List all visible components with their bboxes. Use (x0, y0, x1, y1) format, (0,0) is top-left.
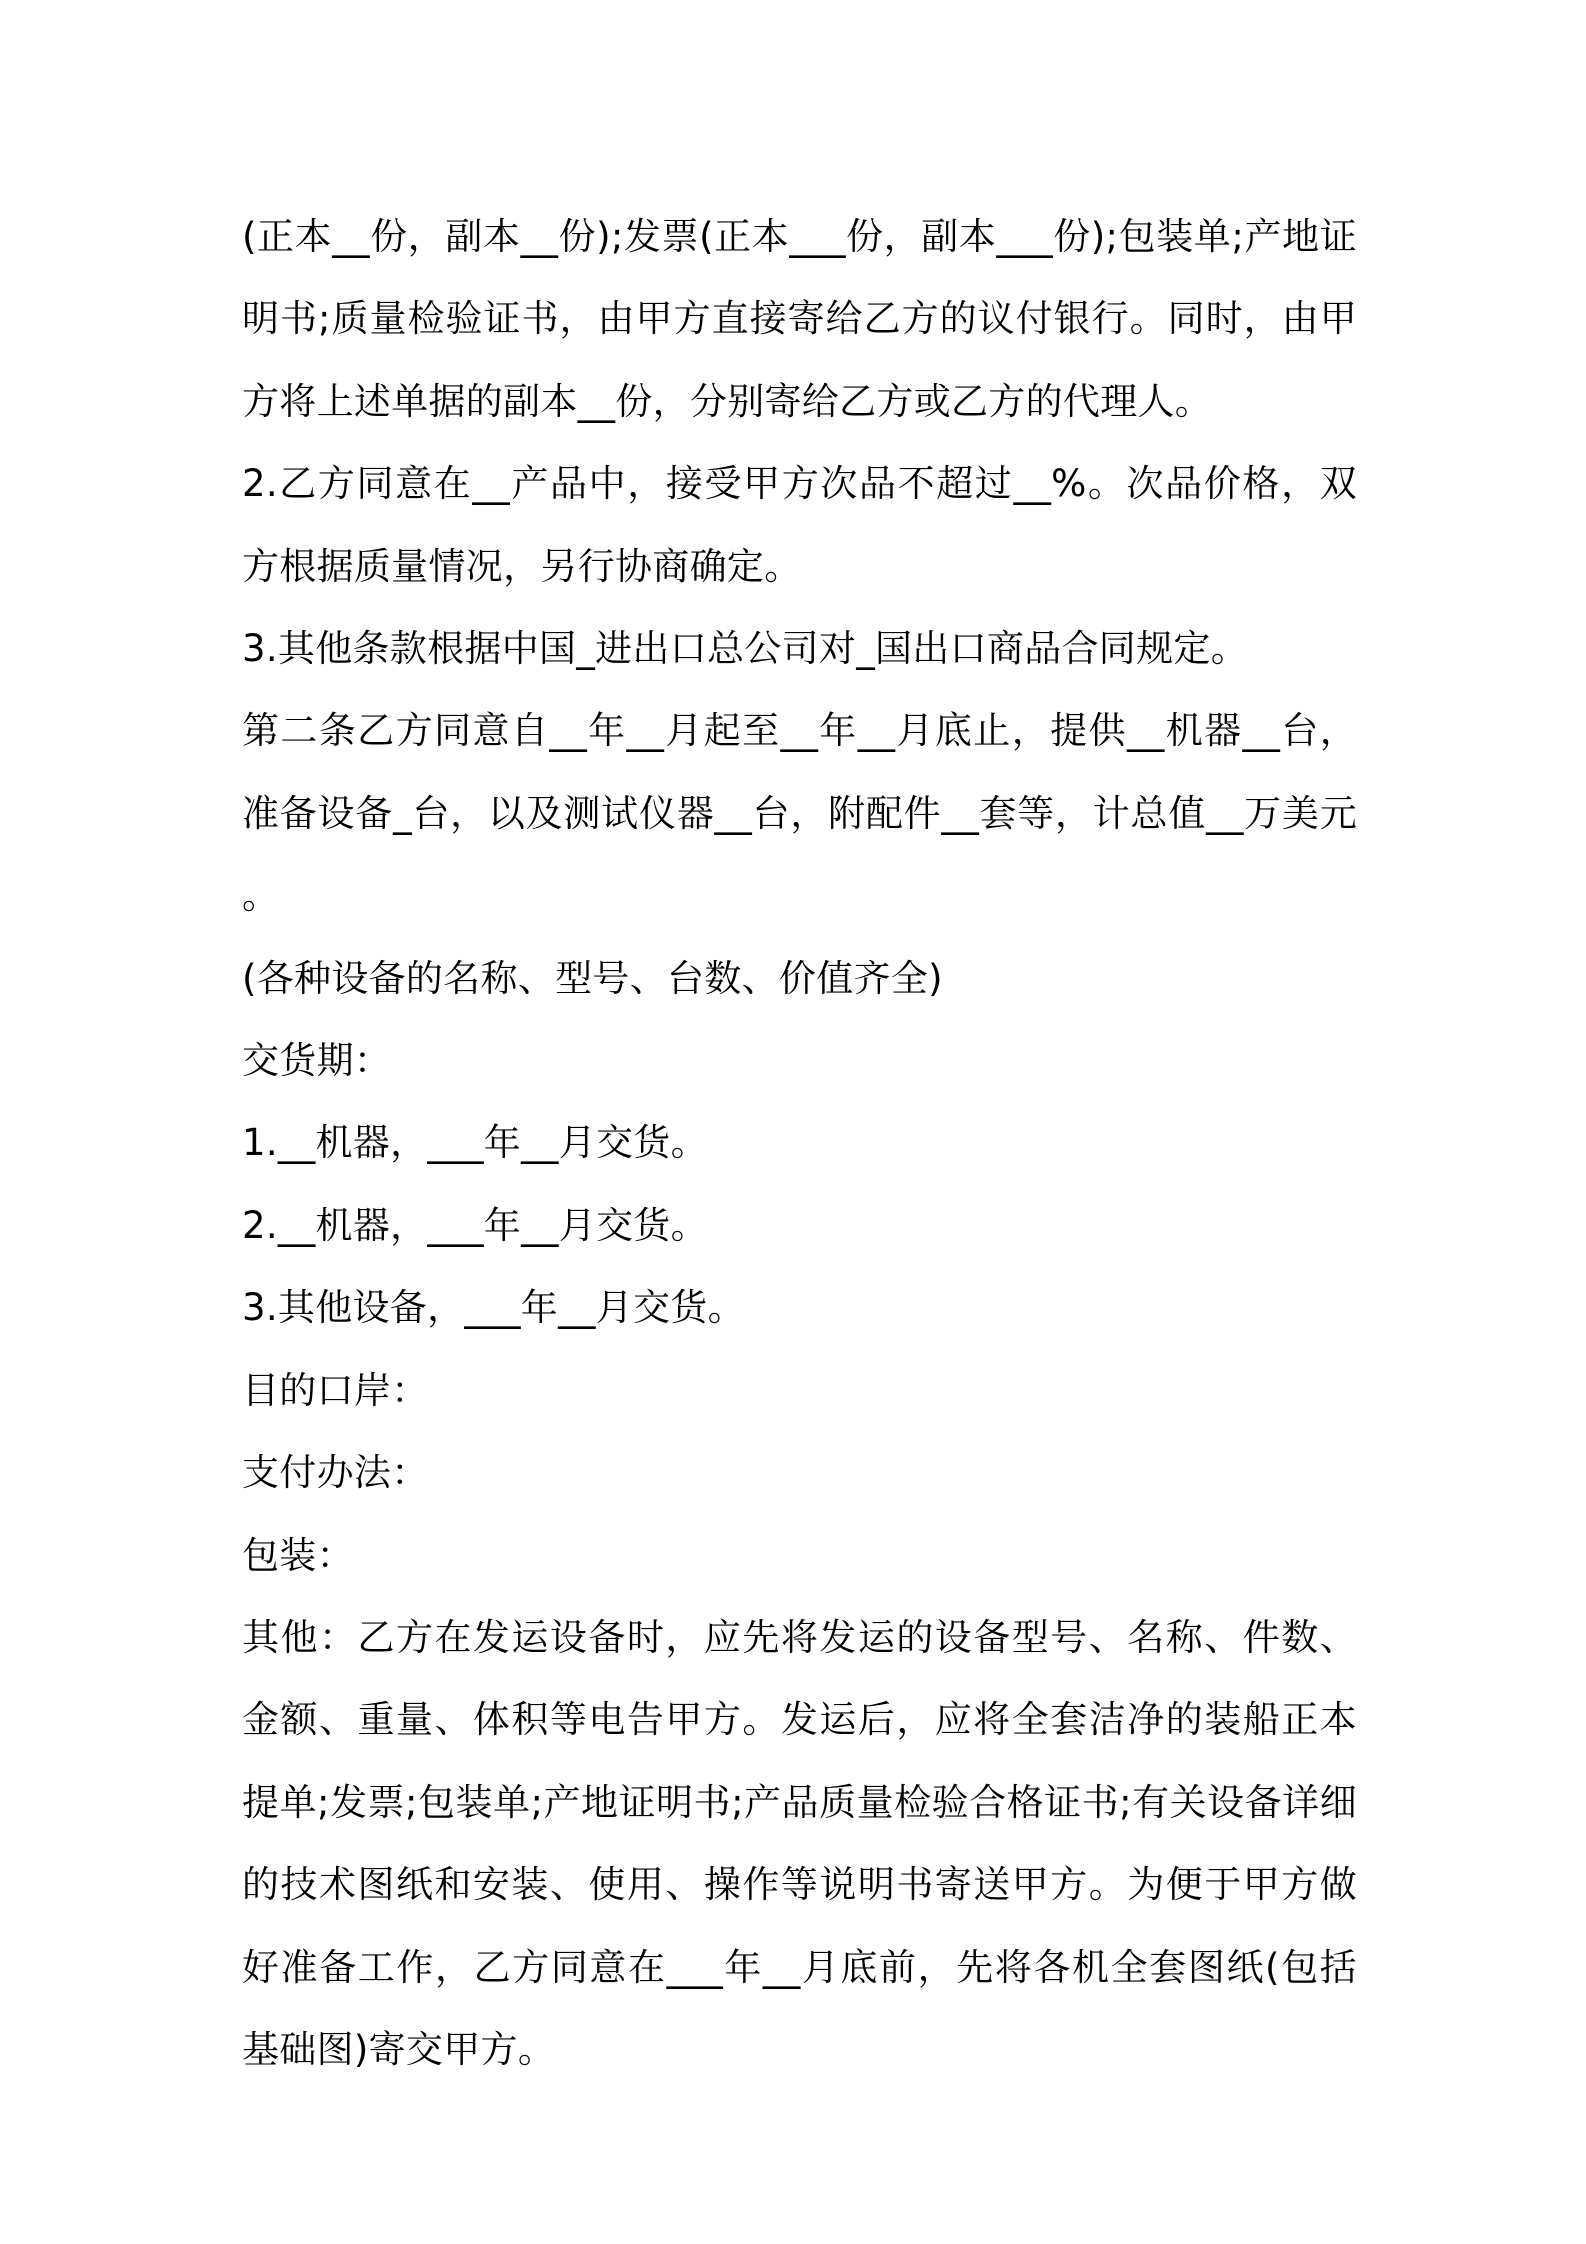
paragraph-delivery-item-2: 2.__机器，___年__月交货。 (242, 1203, 708, 1247)
paragraph-documents-delivery: (正本__份，副本__份);发票(正本___份，副本___份);包装单;产地证明书;质量检验证书，由甲方直接寄给乙方的议付银行。同时，由甲方将上述单据的副本__份，分别寄给乙方或乙方的代理人。 (242, 215, 1357, 423)
document-body (242, 196, 1357, 2091)
paragraph-other-shipping: 其他：乙方在发运设备时，应先将发运的设备型号、名称、件数、金额、重量、体积等电告甲方。发运后，应将全套洁净的装船正本提单;发票;包装单;产地证明书;产品质量检验合格证书;有关设备详细的技术图纸和安装、使用、操作等说明书寄送甲方。为便于甲方做好准备工作，乙方同意在___年__月底前，先将各机全套图纸(包括基础图)寄交甲方。 (242, 1615, 1357, 2071)
paragraph-other-terms: 3.其他条款根据中国_进出口总公司对_国出口商品合同规定。 (242, 627, 1248, 671)
paragraph-delivery-item-3: 3.其他设备，___年__月交货。 (242, 1286, 745, 1330)
paragraph-delivery-period-label: 交货期： (242, 1039, 392, 1083)
paragraph-defect-clause: 2.乙方同意在__产品中，接受甲方次品不超过__%。次品价格，双方根据质量情况，另行协商确定。 (242, 462, 1357, 588)
paragraph-delivery-item-1: 1.__机器，___年__月交货。 (242, 1121, 708, 1165)
paragraph-payment-method: 支付办法： (242, 1451, 429, 1495)
paragraph-packaging: 包装： (242, 1533, 354, 1577)
paragraph-equipment-note: (各种设备的名称、型号、台数、价值齐全) (242, 956, 943, 1000)
paragraph-destination-port: 目的口岸： (242, 1368, 429, 1412)
paragraph-article-two: 第二条乙方同意自__年__月起至__年__月底止，提供__机器__台，准备设备_台，以及测试仪器__台，附配件__套等，计总值__万美元。 (242, 709, 1357, 918)
